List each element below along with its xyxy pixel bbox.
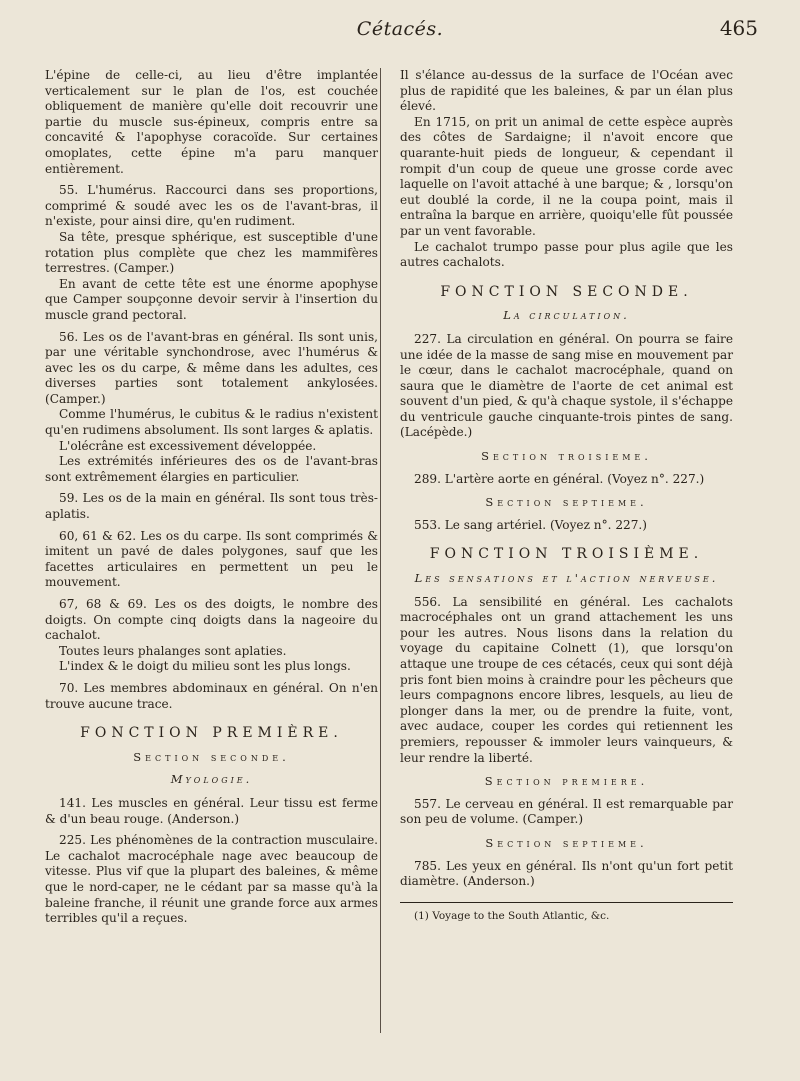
paragraph: Il s'élance au-dessus de la surface de l'Océan avec plus de rapidité que les baleines, & par un élan plus élevé. — [400, 68, 733, 114]
subsection-heading: Section seconde. — [133, 749, 290, 764]
paragraph: 60, 61 & 62. Les os du carpe. Ils sont comprimés & imitent un pavé de dales polygones, sauf que les facettes articulaires en permettent un peu le mouvement. — [45, 528, 378, 590]
footnote: (1) Voyage to the South Atlantic, &c. — [414, 909, 610, 922]
paragraph: 785. Les yeux en général. Ils n'ont qu'un fort petit diamètre. (Anderson.) — [400, 858, 733, 889]
left-column — [45, 68, 378, 927]
paragraph: 227. La circulation en général. On pourra se faire une idée de la masse de sang mise en mouvement par le cœur, dans le cachalot macrocéphale, quand on saura que le diamètre de l'aorte de cet animal est souvent d'un pied, & qu'à chaque systole, il s'échappe du ventricule gauche cinquante-trois pintes de sang. (Lacépède.) — [400, 331, 733, 440]
paragraph: En avant de cette tête est une énorme apophyse que Camper soupçonne devoir servir à l'insertion du muscle grand pectoral. — [45, 276, 378, 322]
paragraph: 67, 68 & 69. Les os des doigts, le nombre des doigts. On compte cinq doigts dans la nageoire du cachalot. — [45, 597, 378, 643]
paragraph: Comme l'humérus, le cubitus & le radius n'existent qu'en rudimens absolument. Ils sont larges & aplatis. — [45, 407, 378, 438]
topic-heading: Myologie. — [170, 772, 253, 787]
footnote-rule — [400, 902, 733, 903]
topic-heading: La circulation. — [503, 308, 630, 323]
paragraph: 553. Le sang artériel. (Voyez n°. 227.) — [414, 517, 647, 532]
paragraph: 70. Les membres abdominaux en général. On n'en trouve aucune trace. — [45, 680, 378, 711]
paragraph: Sa tête, presque sphérique, est susceptible d'une rotation plus complète que chez les mammifères terrestres. (Camper.) — [45, 229, 378, 276]
paragraph: 557. Le cerveau en général. Il est remarquable par son peu de volume. (Camper.) — [400, 796, 733, 827]
paragraph: 56. Les os de l'avant-bras en général. Ils sont unis, par une véritable synchondrose, avec l'humérus & avec les os du carpe, & même dans les adultes, ces diverses parties sont totalement ankylosées. (Camper.) — [45, 329, 378, 406]
section-heading: FONCTION PREMIÈRE. — [80, 725, 343, 742]
paragraph: 289. L'artère aorte en général. (Voyez n°. 227.) — [414, 471, 705, 486]
paragraph: 225. Les phénomènes de la contraction musculaire. Le cachalot macrocéphale nage avec beaucoup de vitesse. Plus vif que la plupart des baleines, & même que le nord-caper, ne le cédant par sa masse qu'à la baleine franche, il réunit une grande force aux armes terribles qu'il a reçues. — [45, 833, 378, 926]
topic-heading: Les sensations et l'action nerveuse. — [414, 571, 719, 586]
section-heading: FONCTION SECONDE. — [440, 283, 693, 300]
right-column — [400, 68, 733, 924]
paragraph: 556. La sensibilité en général. Les cachalots macrocéphales ont un grand attachement les uns pour les autres. Nous lisons dans la relation du voyage du capitaine Colnett (1), que lorsqu'on attaque une troupe de ces cétacés, ceux qui sont déjà pris font bien moins à craindre pour les pêcheurs que leurs compagnons encore libres, lesquels, au lieu de plonger dans la mer, ou de prendre la fuite, vont, avec audace, couper les cordes qui retiennent les premiers, repousser & immoler leurs vainqueurs, & leur rendre la liberté. — [400, 594, 733, 765]
paragraph: 59. Les os de la main en général. Ils sont tous très-aplatis. — [45, 491, 378, 522]
paragraph: Toutes leurs phalanges sont aplaties. — [59, 643, 287, 658]
subsection-heading: Section septieme. — [485, 495, 648, 510]
running-header: Cétacés. — [356, 18, 444, 40]
paragraph: Les extrémités inférieures des os de l'avant-bras sont extrêmement élargies en particulier. — [45, 454, 378, 484]
paragraph: L'olécrâne est excessivement développée. — [59, 438, 317, 453]
paragraph: Le cachalot trumpo passe pour plus agile que les autres cachalots. — [400, 239, 733, 270]
page-number: 465 — [719, 16, 758, 40]
subsection-heading: Section troisieme. — [481, 449, 652, 464]
section-heading: FONCTION TROISIÈME. — [429, 546, 704, 563]
paragraph: L'épine de celle-ci, au lieu d'être implantée verticalement sur le plan de l'os, est couchée obliquement de manière qu'elle doit recouvrir une partie du muscle sus-épineux, compris entre sa concavité & l'apophyse coracoïde. Sur certaines omoplates, cette épine m'a paru manquer entièrement. — [45, 68, 378, 176]
subsection-heading: Section premiere. — [484, 774, 649, 789]
paragraph: 55. L'humérus. Raccourci dans ses proportions, comprimé & soudé avec les os de l'avant-bras, il n'existe, pour ainsi dire, qu'en rudiment. — [45, 183, 378, 229]
paragraph: 141. Les muscles en général. Leur tissu est ferme & d'un beau rouge. (Anderson.) — [45, 795, 378, 826]
column-divider — [380, 68, 381, 1033]
subsection-heading: Section septieme. — [485, 835, 648, 850]
paragraph: En 1715, on prit un animal de cette espèce auprès des côtes de Sardaigne; il n'avoit encore que quarante-huit pieds de longueur, & cependant il rompit d'un coup de queue une grosse corde avec laquelle on l'avoit attaché à une barque; & , lorsqu'on eut doublé la corde, il ne la coupa point, mais il entraîna la barque en arrière, quoiqu'elle fût poussée par un vent favorable. — [400, 114, 733, 238]
paragraph: L'index & le doigt du milieu sont les plus longs. — [59, 659, 351, 674]
